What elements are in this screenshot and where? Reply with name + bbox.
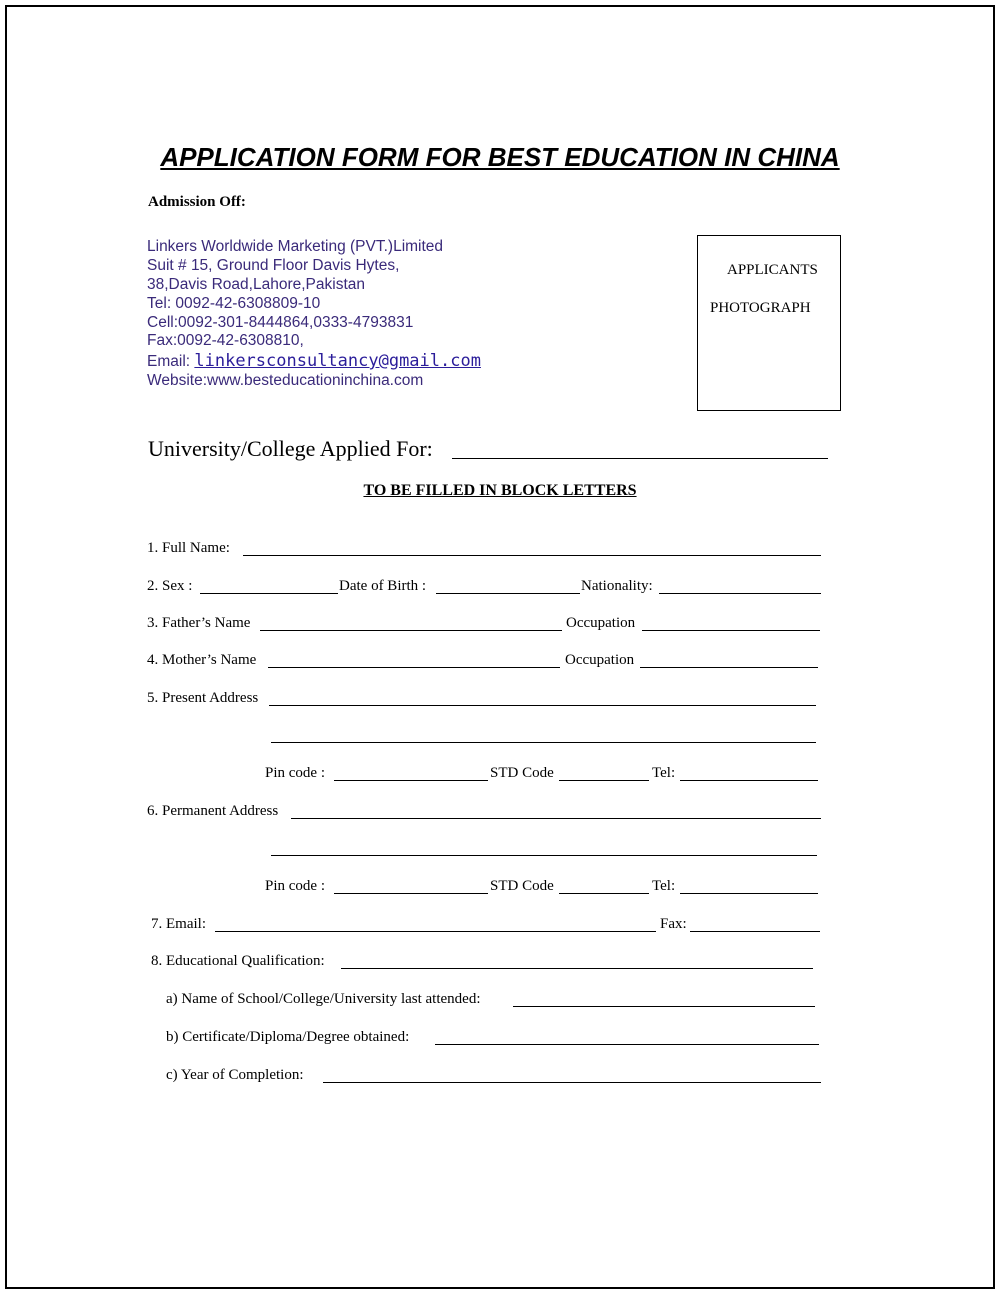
permanent-address-field-2[interactable] (271, 855, 817, 856)
photo-label-photograph: PHOTOGRAPH (710, 300, 811, 316)
full-name-field[interactable] (243, 555, 821, 556)
address-email-line (147, 351, 481, 371)
permanent-pin-field[interactable] (334, 893, 488, 894)
nationality-label: Nationality: (581, 578, 653, 594)
address-street: 38,Davis Road,Lahore,Pakistan (147, 276, 365, 293)
mother-name-label: 4. Mother’s Name (147, 652, 257, 668)
dob-label: Date of Birth : (339, 578, 427, 594)
fax-field[interactable] (690, 931, 820, 932)
permanent-pin-label: Pin code : (265, 878, 325, 894)
permanent-address-field-1[interactable] (291, 818, 821, 819)
mother-occupation-field[interactable] (640, 667, 818, 668)
present-pin-label: Pin code : (265, 765, 325, 781)
full-name-label: 1. Full Name: (147, 540, 230, 556)
present-std-label: STD Code (490, 765, 554, 781)
edu-degree-field[interactable] (435, 1044, 819, 1045)
email-link[interactable]: linkersconsultancy@gmail.com (194, 351, 481, 371)
education-label: 8. Educational Qualification: (151, 953, 325, 969)
address-fax: Fax:0092-42-6308810, (147, 332, 304, 349)
permanent-std-field[interactable] (559, 893, 649, 894)
sex-field[interactable] (200, 593, 338, 594)
company-name: Linkers Worldwide Marketing (PVT.)Limited (147, 238, 444, 255)
block-letters-instruction: TO BE FILLED IN BLOCK LETTERS (363, 482, 637, 499)
nationality-field[interactable] (659, 593, 821, 594)
edu-school-label: a) Name of School/College/University last attended: (166, 991, 481, 1007)
present-address-field-2[interactable] (271, 742, 816, 743)
admission-office-label: Admission Off: (148, 194, 246, 210)
present-pin-field[interactable] (334, 780, 488, 781)
permanent-tel-label: Tel: (652, 878, 676, 894)
present-address-label: 5. Present Address (147, 690, 259, 706)
present-tel-field[interactable] (680, 780, 818, 781)
university-applied-label: University/College Applied For: (148, 436, 433, 461)
address-suite: Suit # 15, Ground Floor Davis Hytes, (147, 257, 400, 274)
permanent-address-label: 6. Permanent Address (147, 803, 279, 819)
email-input-field[interactable] (215, 931, 656, 932)
father-name-field[interactable] (260, 630, 562, 631)
edu-year-label: c) Year of Completion: (166, 1067, 304, 1083)
sex-label: 2. Sex : (147, 578, 193, 594)
present-tel-label: Tel: (652, 765, 676, 781)
fax-label: Fax: (660, 916, 687, 932)
education-field[interactable] (341, 968, 813, 969)
email-label: Email: (147, 353, 195, 370)
address-website: Website:www.besteducationinchina.com (147, 372, 424, 389)
address-tel: Tel: 0092-42-6308809-10 (147, 295, 321, 312)
address-cell: Cell:0092-301-8444864,0333-4793831 (147, 314, 414, 331)
present-address-field-1[interactable] (269, 705, 816, 706)
permanent-std-label: STD Code (490, 878, 554, 894)
university-applied-field[interactable] (452, 458, 828, 459)
photo-label-applicants: APPLICANTS (727, 262, 818, 278)
father-occupation-field[interactable] (642, 630, 820, 631)
form-title: APPLICATION FORM FOR BEST EDUCATION IN CHINA (160, 142, 840, 172)
edu-year-field[interactable] (323, 1082, 821, 1083)
father-occupation-label: Occupation (566, 615, 636, 631)
father-name-label: 3. Father’s Name (147, 615, 251, 631)
edu-degree-label: b) Certificate/Diploma/Degree obtained: (166, 1029, 410, 1045)
present-std-field[interactable] (559, 780, 649, 781)
email-field-label: 7. Email: (151, 916, 206, 932)
dob-field[interactable] (436, 593, 580, 594)
permanent-tel-field[interactable] (680, 893, 818, 894)
mother-occupation-label: Occupation (565, 652, 635, 668)
mother-name-field[interactable] (268, 667, 560, 668)
edu-school-field[interactable] (513, 1006, 815, 1007)
